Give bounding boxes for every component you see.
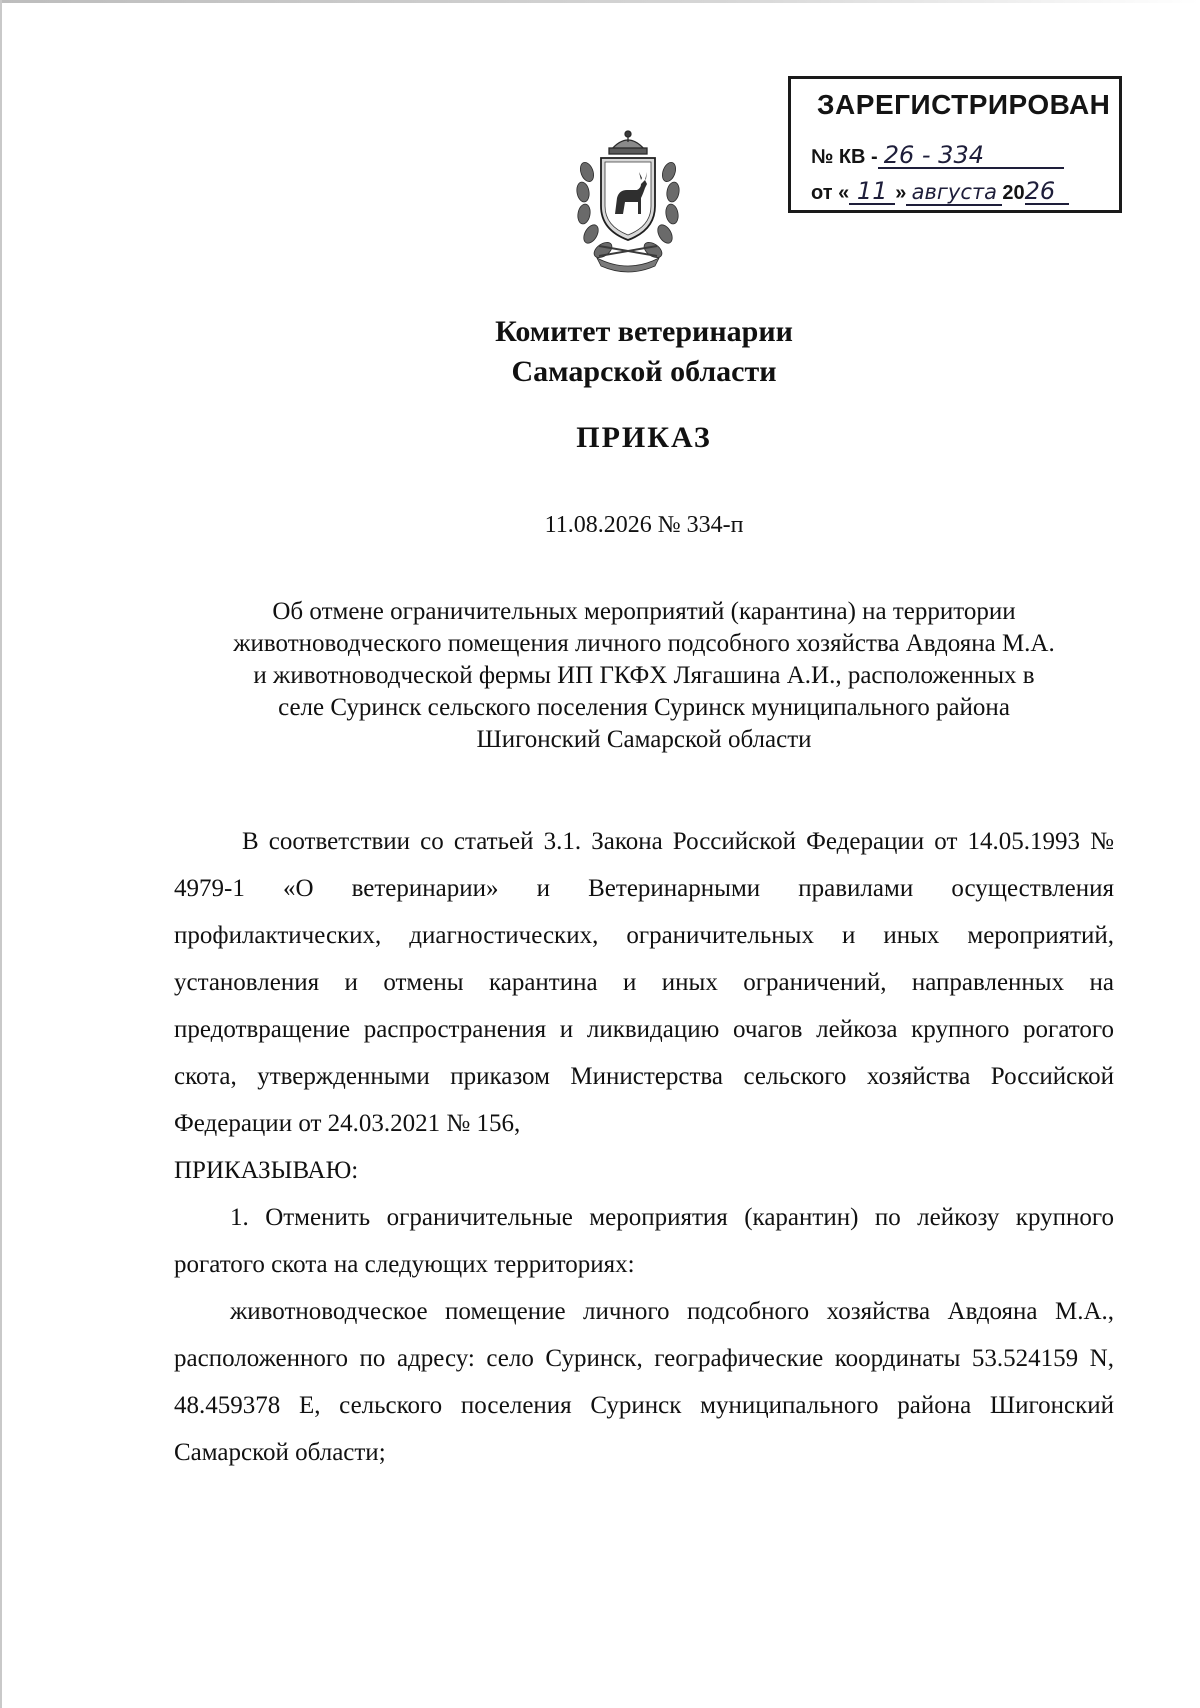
order-item-1: 1. Отменить ограничительные мероприятия (карантин) по лейкозу крупного рогатого скота на следующих территориях: [174,1204,1114,1278]
subject-line: Шигонский Самарской области [476,726,812,753]
subject-line: селе Суринск сельского поселения Суринск муниципального района [278,694,1010,721]
directive-word: ПРИКАЗЫВАЮ: [174,1157,359,1184]
order-item-1-subitem: животноводческое помещение личного подсобного хозяйства Авдояна М.А., расположенного по адресу: село Суринск, географические координаты 53.524159 N, 48.459378 E, сельского поселения Суринск муниципального района Шигонский Самарской области; [174,1298,1114,1466]
organization-name [0,312,1200,392]
stamp-date-row [811,179,1069,206]
document-date-number: 11.08.2026 № 334-п [544,512,744,538]
document-type: ПРИКАЗ [576,421,712,454]
stamp-year-handwritten: 26 [1025,179,1069,205]
samara-coat-of-arms-icon [575,128,681,276]
organization-name-line2: Самарской области [511,355,777,388]
document-body [174,818,1114,1476]
stamp-year-prefix: 20 [1002,182,1025,204]
registration-stamp [788,76,1122,213]
scan-edge-left [0,0,2,1708]
subject-line: Об отмене ограничительных мероприятий (карантина) на территории [272,598,1016,625]
stamp-day-close: » [895,182,907,204]
document-subject [160,596,1128,756]
stamp-day-handwritten: 11 [849,179,895,205]
scan-edge-top [0,0,1200,3]
stamp-number-handwritten: 26 - 334 [878,143,1064,169]
stamp-date-prefix: от « [811,182,850,204]
subject-line: животноводческого помещения личного подсобного хозяйства Авдояна М.А. [233,630,1055,657]
preamble-paragraph: В соответствии со статьей 3.1. Закона Российской Федерации от 14.05.1993 № 4979-1 «О ветеринарии» и Ветеринарными правилами осуществления профилактических, диагностических, ограничительных и иных мероприятий, установления и отмены карантина и иных ограничений, направленных на предотвращение распространения и ликвидацию очагов лейкоза крупного рогатого скота, утвержденными приказом Министерства сельского хозяйства Российской Федерации от 24.03.2021 № 156, [174,828,1114,1137]
stamp-month-handwritten: августа [906,180,1002,206]
subject-line: и животноводческой фермы ИП ГКФХ Лягашина А.И., расположенных в [253,662,1035,689]
organization-name-line1: Комитет ветеринарии [495,315,793,348]
stamp-title: ЗАРЕГИСТРИРОВАН [817,89,1111,120]
stamp-number-prefix: № КВ - [811,146,878,168]
stamp-number-row [811,143,1064,169]
